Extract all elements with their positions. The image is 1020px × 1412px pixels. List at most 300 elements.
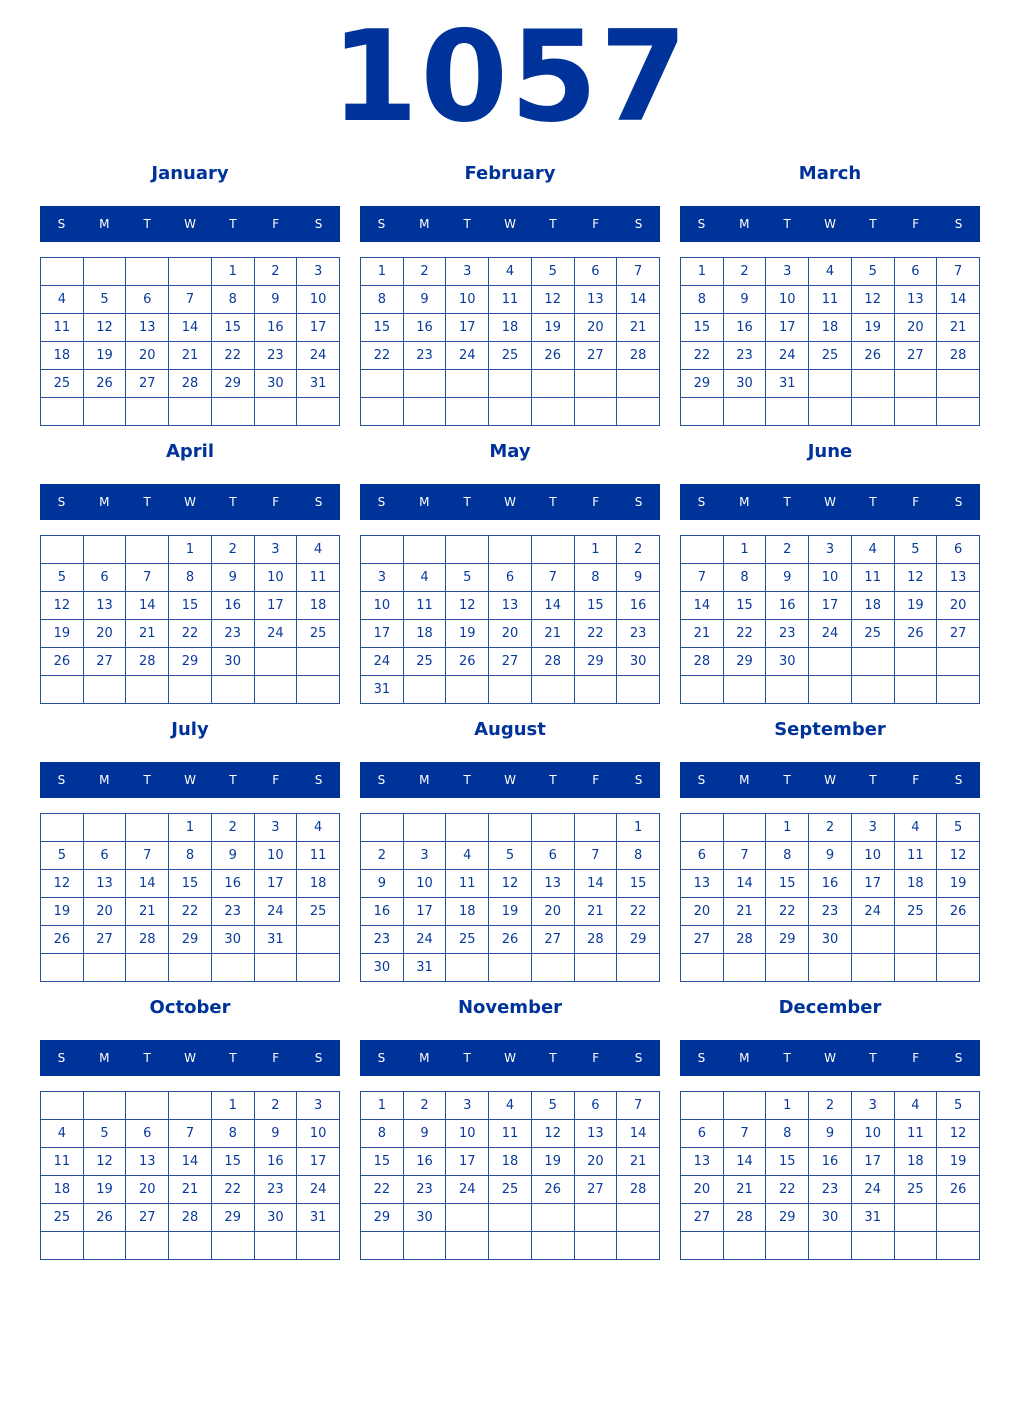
empty-day-cell xyxy=(489,954,532,982)
day-cell: 19 xyxy=(895,592,938,620)
day-cell: 28 xyxy=(617,342,660,370)
day-cell: 18 xyxy=(297,870,340,898)
day-cell: 7 xyxy=(681,564,724,592)
empty-day-cell xyxy=(575,814,618,842)
weekday-label: S xyxy=(697,773,706,787)
day-cell: 19 xyxy=(446,620,489,648)
day-cell: 29 xyxy=(617,926,660,954)
day-cell: 2 xyxy=(404,1092,447,1120)
day-cell: 21 xyxy=(724,1176,767,1204)
day-cell: 2 xyxy=(255,258,298,286)
empty-day-cell xyxy=(255,676,298,704)
day-cell: 12 xyxy=(852,286,895,314)
day-cell: 20 xyxy=(489,620,532,648)
day-cell: 12 xyxy=(532,1120,575,1148)
day-cell: 11 xyxy=(446,870,489,898)
weekday-label: F xyxy=(272,773,280,787)
weekday-label: W xyxy=(184,1051,196,1065)
day-grid xyxy=(360,813,660,982)
day-cell: 23 xyxy=(404,1176,447,1204)
empty-day-cell xyxy=(255,648,298,676)
day-grid xyxy=(40,257,340,426)
day-cell: 2 xyxy=(809,814,852,842)
day-cell: 18 xyxy=(404,620,447,648)
day-cell: 25 xyxy=(809,342,852,370)
empty-day-cell xyxy=(766,1232,809,1260)
day-cell: 20 xyxy=(681,898,724,926)
day-cell: 7 xyxy=(169,1120,212,1148)
weekday-label: F xyxy=(592,773,600,787)
empty-day-cell xyxy=(532,1204,575,1232)
empty-day-cell xyxy=(937,926,980,954)
day-cell: 20 xyxy=(126,342,169,370)
day-cell: 6 xyxy=(84,564,127,592)
day-cell: 11 xyxy=(489,1120,532,1148)
day-cell: 21 xyxy=(724,898,767,926)
weekday-header xyxy=(360,1040,660,1076)
day-cell: 8 xyxy=(169,564,212,592)
day-cell: 9 xyxy=(809,1120,852,1148)
day-cell: 22 xyxy=(766,898,809,926)
empty-day-cell xyxy=(852,926,895,954)
empty-day-cell xyxy=(532,1232,575,1260)
weekday-header xyxy=(680,206,980,242)
weekday-header xyxy=(40,1040,340,1076)
empty-day-cell xyxy=(84,398,127,426)
day-cell: 26 xyxy=(84,1204,127,1232)
day-cell: 4 xyxy=(297,536,340,564)
day-cell: 19 xyxy=(532,1148,575,1176)
day-cell: 10 xyxy=(404,870,447,898)
day-cell: 28 xyxy=(169,1204,212,1232)
weekday-label: M xyxy=(99,217,110,231)
empty-day-cell xyxy=(809,648,852,676)
day-cell: 17 xyxy=(766,314,809,342)
empty-day-cell xyxy=(361,398,404,426)
empty-day-cell xyxy=(895,370,938,398)
empty-day-cell xyxy=(41,1092,84,1120)
weekday-label: T xyxy=(463,773,471,787)
weekday-label: S xyxy=(954,217,963,231)
day-cell: 23 xyxy=(212,620,255,648)
empty-day-cell xyxy=(126,814,169,842)
day-cell: 9 xyxy=(404,286,447,314)
day-cell: 28 xyxy=(724,926,767,954)
empty-day-cell xyxy=(84,1092,127,1120)
day-cell: 25 xyxy=(446,926,489,954)
weekday-label: F xyxy=(912,495,920,509)
day-cell: 9 xyxy=(212,842,255,870)
weekday-label: T xyxy=(143,495,151,509)
day-cell: 21 xyxy=(681,620,724,648)
day-cell: 23 xyxy=(361,926,404,954)
day-cell: 5 xyxy=(532,258,575,286)
weekday-label: S xyxy=(697,217,706,231)
empty-day-cell xyxy=(84,536,127,564)
day-cell: 12 xyxy=(41,870,84,898)
day-cell: 21 xyxy=(169,342,212,370)
day-cell: 23 xyxy=(809,898,852,926)
day-cell: 5 xyxy=(446,564,489,592)
empty-day-cell xyxy=(446,398,489,426)
empty-day-cell xyxy=(852,370,895,398)
day-cell: 11 xyxy=(895,1120,938,1148)
day-cell: 25 xyxy=(895,898,938,926)
day-cell: 19 xyxy=(41,898,84,926)
empty-day-cell xyxy=(852,676,895,704)
empty-day-cell xyxy=(361,814,404,842)
day-cell: 26 xyxy=(937,898,980,926)
day-cell: 8 xyxy=(575,564,618,592)
day-cell: 28 xyxy=(532,648,575,676)
day-cell: 24 xyxy=(361,648,404,676)
day-cell: 13 xyxy=(489,592,532,620)
weekday-label: W xyxy=(184,217,196,231)
weekday-label: F xyxy=(912,773,920,787)
day-cell: 4 xyxy=(41,1120,84,1148)
day-cell: 8 xyxy=(212,286,255,314)
day-cell: 16 xyxy=(361,898,404,926)
day-cell: 17 xyxy=(852,870,895,898)
weekday-label: M xyxy=(419,217,430,231)
weekday-label: S xyxy=(634,217,643,231)
weekday-label: M xyxy=(99,495,110,509)
empty-day-cell xyxy=(404,1232,447,1260)
day-cell: 24 xyxy=(766,342,809,370)
weekday-label: T xyxy=(783,495,791,509)
day-cell: 24 xyxy=(446,1176,489,1204)
day-cell: 18 xyxy=(895,1148,938,1176)
empty-day-cell xyxy=(681,1092,724,1120)
day-cell: 17 xyxy=(852,1148,895,1176)
weekday-label: F xyxy=(912,1051,920,1065)
day-cell: 24 xyxy=(852,1176,895,1204)
day-cell: 21 xyxy=(126,620,169,648)
weekday-label: T xyxy=(869,1051,877,1065)
weekday-label: T xyxy=(869,773,877,787)
day-cell: 12 xyxy=(532,286,575,314)
day-cell: 15 xyxy=(212,314,255,342)
day-cell: 24 xyxy=(852,898,895,926)
weekday-label: S xyxy=(57,1051,66,1065)
day-cell: 1 xyxy=(212,1092,255,1120)
day-cell: 19 xyxy=(532,314,575,342)
day-cell: 8 xyxy=(169,842,212,870)
weekday-label: T xyxy=(549,1051,557,1065)
day-cell: 19 xyxy=(84,342,127,370)
empty-day-cell xyxy=(766,954,809,982)
day-grid xyxy=(360,257,660,426)
empty-day-cell xyxy=(937,398,980,426)
day-cell: 16 xyxy=(724,314,767,342)
day-cell: 11 xyxy=(809,286,852,314)
day-cell: 16 xyxy=(766,592,809,620)
day-cell: 5 xyxy=(489,842,532,870)
day-cell: 18 xyxy=(809,314,852,342)
day-cell: 22 xyxy=(169,898,212,926)
weekday-label: S xyxy=(377,1051,386,1065)
weekday-header xyxy=(680,484,980,520)
day-cell: 9 xyxy=(212,564,255,592)
empty-day-cell xyxy=(126,536,169,564)
day-cell: 20 xyxy=(84,620,127,648)
day-cell: 11 xyxy=(895,842,938,870)
day-cell: 12 xyxy=(937,842,980,870)
empty-day-cell xyxy=(361,536,404,564)
day-grid xyxy=(40,535,340,704)
day-cell: 11 xyxy=(404,592,447,620)
day-cell: 4 xyxy=(489,1092,532,1120)
day-cell: 2 xyxy=(724,258,767,286)
day-cell: 25 xyxy=(297,898,340,926)
weekday-header xyxy=(360,484,660,520)
empty-day-cell xyxy=(169,954,212,982)
empty-day-cell xyxy=(489,370,532,398)
day-cell: 26 xyxy=(489,926,532,954)
day-cell: 2 xyxy=(361,842,404,870)
empty-day-cell xyxy=(895,1204,938,1232)
day-cell: 14 xyxy=(937,286,980,314)
day-cell: 8 xyxy=(681,286,724,314)
day-cell: 30 xyxy=(617,648,660,676)
day-cell: 31 xyxy=(766,370,809,398)
day-cell: 10 xyxy=(361,592,404,620)
day-cell: 10 xyxy=(297,1120,340,1148)
day-grid xyxy=(360,1091,660,1260)
day-cell: 14 xyxy=(575,870,618,898)
empty-day-cell xyxy=(446,954,489,982)
empty-day-cell xyxy=(895,398,938,426)
empty-day-cell xyxy=(404,398,447,426)
day-cell: 15 xyxy=(575,592,618,620)
day-cell: 15 xyxy=(169,592,212,620)
empty-day-cell xyxy=(724,676,767,704)
day-cell: 4 xyxy=(446,842,489,870)
day-cell: 2 xyxy=(809,1092,852,1120)
day-cell: 27 xyxy=(681,1204,724,1232)
day-cell: 12 xyxy=(41,592,84,620)
empty-day-cell xyxy=(297,1232,340,1260)
day-cell: 20 xyxy=(895,314,938,342)
empty-day-cell xyxy=(532,954,575,982)
day-cell: 10 xyxy=(297,286,340,314)
empty-day-cell xyxy=(937,1204,980,1232)
weekday-label: T xyxy=(783,773,791,787)
empty-day-cell xyxy=(724,814,767,842)
weekday-label: W xyxy=(504,495,516,509)
day-cell: 21 xyxy=(532,620,575,648)
month-title: July xyxy=(171,719,209,740)
empty-day-cell xyxy=(126,676,169,704)
day-cell: 12 xyxy=(895,564,938,592)
day-cell: 28 xyxy=(169,370,212,398)
empty-day-cell xyxy=(895,954,938,982)
day-cell: 9 xyxy=(617,564,660,592)
day-cell: 5 xyxy=(937,1092,980,1120)
day-cell: 23 xyxy=(404,342,447,370)
day-cell: 2 xyxy=(404,258,447,286)
month-title: April xyxy=(165,441,215,462)
day-cell: 31 xyxy=(404,954,447,982)
day-cell: 23 xyxy=(617,620,660,648)
weekday-label: T xyxy=(229,1051,237,1065)
day-cell: 3 xyxy=(852,1092,895,1120)
weekday-label: W xyxy=(824,217,836,231)
empty-day-cell xyxy=(809,676,852,704)
weekday-label: T xyxy=(229,495,237,509)
day-cell: 6 xyxy=(532,842,575,870)
day-cell: 14 xyxy=(532,592,575,620)
empty-day-cell xyxy=(169,1232,212,1260)
day-cell: 29 xyxy=(575,648,618,676)
day-cell: 14 xyxy=(169,314,212,342)
day-cell: 21 xyxy=(169,1176,212,1204)
weekday-label: S xyxy=(634,1051,643,1065)
weekday-header xyxy=(360,762,660,798)
day-cell: 29 xyxy=(212,1204,255,1232)
day-cell: 19 xyxy=(852,314,895,342)
day-cell: 7 xyxy=(532,564,575,592)
weekday-label: T xyxy=(549,217,557,231)
weekday-label: S xyxy=(697,1051,706,1065)
empty-day-cell xyxy=(895,1232,938,1260)
empty-day-cell xyxy=(532,398,575,426)
day-cell: 1 xyxy=(361,1092,404,1120)
day-cell: 24 xyxy=(255,620,298,648)
day-cell: 25 xyxy=(489,342,532,370)
day-cell: 7 xyxy=(937,258,980,286)
empty-day-cell xyxy=(169,1092,212,1120)
day-cell: 27 xyxy=(489,648,532,676)
month-title: September xyxy=(774,719,886,740)
day-cell: 14 xyxy=(169,1148,212,1176)
day-cell: 5 xyxy=(41,842,84,870)
empty-day-cell xyxy=(724,954,767,982)
weekday-label: S xyxy=(634,773,643,787)
empty-day-cell xyxy=(297,954,340,982)
empty-day-cell xyxy=(446,536,489,564)
weekday-label: M xyxy=(419,1051,430,1065)
day-grid xyxy=(360,535,660,704)
day-cell: 19 xyxy=(41,620,84,648)
weekday-label: F xyxy=(592,1051,600,1065)
empty-day-cell xyxy=(617,1204,660,1232)
day-cell: 16 xyxy=(809,1148,852,1176)
day-grid xyxy=(40,1091,340,1260)
day-cell: 13 xyxy=(895,286,938,314)
day-cell: 13 xyxy=(681,870,724,898)
day-cell: 26 xyxy=(41,926,84,954)
empty-day-cell xyxy=(809,1232,852,1260)
day-cell: 26 xyxy=(895,620,938,648)
day-cell: 27 xyxy=(84,648,127,676)
weekday-label: W xyxy=(184,773,196,787)
weekday-label: T xyxy=(783,217,791,231)
weekday-label: S xyxy=(314,217,323,231)
empty-day-cell xyxy=(212,398,255,426)
day-cell: 8 xyxy=(212,1120,255,1148)
month-title: October xyxy=(149,997,231,1018)
day-cell: 2 xyxy=(212,814,255,842)
weekday-header xyxy=(680,1040,980,1076)
day-cell: 7 xyxy=(126,564,169,592)
empty-day-cell xyxy=(809,954,852,982)
day-cell: 15 xyxy=(617,870,660,898)
day-cell: 24 xyxy=(255,898,298,926)
day-cell: 5 xyxy=(84,286,127,314)
day-cell: 3 xyxy=(361,564,404,592)
empty-day-cell xyxy=(681,954,724,982)
day-cell: 15 xyxy=(212,1148,255,1176)
empty-day-cell xyxy=(489,1232,532,1260)
weekday-label: W xyxy=(504,217,516,231)
day-cell: 19 xyxy=(489,898,532,926)
weekday-label: T xyxy=(463,1051,471,1065)
empty-day-cell xyxy=(84,1232,127,1260)
day-cell: 4 xyxy=(489,258,532,286)
day-cell: 21 xyxy=(575,898,618,926)
weekday-label: S xyxy=(377,217,386,231)
empty-day-cell xyxy=(126,398,169,426)
empty-day-cell xyxy=(489,398,532,426)
month-title: November xyxy=(457,997,563,1018)
month-title: January xyxy=(151,163,229,184)
day-cell: 22 xyxy=(724,620,767,648)
day-cell: 24 xyxy=(809,620,852,648)
day-cell: 22 xyxy=(361,342,404,370)
empty-day-cell xyxy=(532,536,575,564)
day-cell: 7 xyxy=(575,842,618,870)
day-cell: 28 xyxy=(724,1204,767,1232)
day-cell: 22 xyxy=(617,898,660,926)
day-cell: 6 xyxy=(489,564,532,592)
day-cell: 17 xyxy=(255,592,298,620)
day-cell: 4 xyxy=(852,536,895,564)
weekday-label: T xyxy=(143,773,151,787)
day-cell: 17 xyxy=(361,620,404,648)
weekday-label: S xyxy=(314,773,323,787)
empty-day-cell xyxy=(446,370,489,398)
day-cell: 8 xyxy=(766,1120,809,1148)
day-cell: 8 xyxy=(766,842,809,870)
empty-day-cell xyxy=(852,954,895,982)
day-cell: 27 xyxy=(532,926,575,954)
year-title: 1057 xyxy=(330,3,690,150)
day-cell: 23 xyxy=(766,620,809,648)
day-cell: 5 xyxy=(532,1092,575,1120)
day-cell: 22 xyxy=(575,620,618,648)
day-cell: 4 xyxy=(895,1092,938,1120)
weekday-label: T xyxy=(143,1051,151,1065)
day-cell: 30 xyxy=(361,954,404,982)
day-cell: 31 xyxy=(255,926,298,954)
day-grid xyxy=(680,813,980,982)
weekday-label: S xyxy=(377,495,386,509)
day-cell: 11 xyxy=(41,314,84,342)
day-cell: 1 xyxy=(212,258,255,286)
day-cell: 1 xyxy=(361,258,404,286)
empty-day-cell xyxy=(404,814,447,842)
empty-day-cell xyxy=(361,1232,404,1260)
weekday-label: F xyxy=(272,217,280,231)
empty-day-cell xyxy=(724,398,767,426)
day-cell: 21 xyxy=(937,314,980,342)
day-cell: 21 xyxy=(126,898,169,926)
day-cell: 4 xyxy=(895,814,938,842)
weekday-label: M xyxy=(739,1051,750,1065)
weekday-label: S xyxy=(314,495,323,509)
weekday-label: F xyxy=(272,495,280,509)
